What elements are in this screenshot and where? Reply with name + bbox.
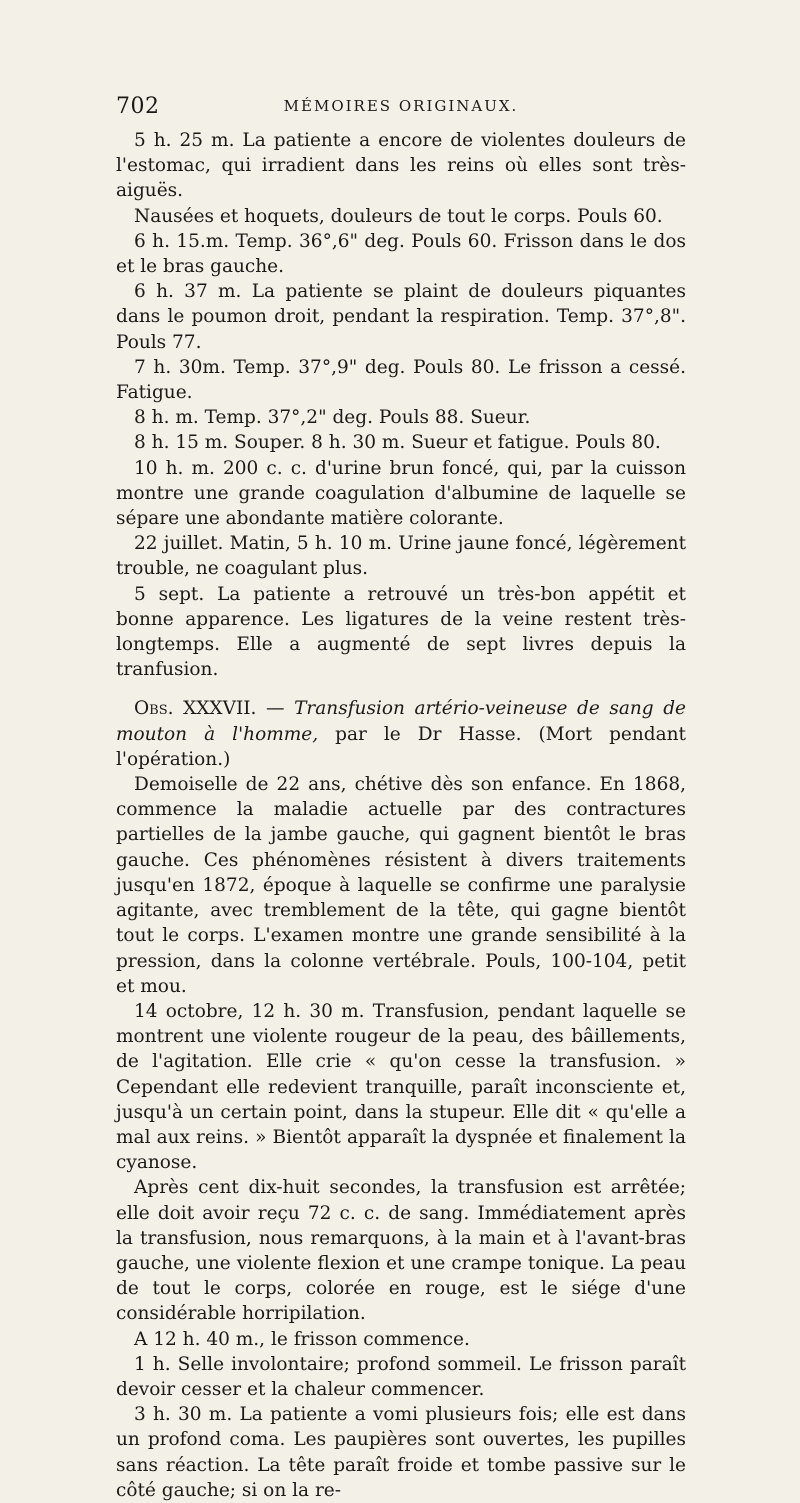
paragraph: 22 juillet. Matin, 5 h. 10 m. Urine jaune foncé, légèrement trouble, ne coagulant plus. xyxy=(116,533,686,580)
body-text xyxy=(116,128,686,1503)
running-title: MÉMOIRES ORIGINAUX. xyxy=(283,97,519,115)
paragraph: 6 h. 15.m. Temp. 36°,6" deg. Pouls 60. Frisson dans le dos et le bras gauche. xyxy=(116,230,686,278)
paragraph: 1 h. Selle involontaire; profond sommeil. Le frisson paraît devoir cesser et la chaleur commencer. xyxy=(116,1353,686,1400)
page-header xyxy=(116,94,686,122)
paragraph: Après cent dix-huit secondes, la transfusion est arrêtée; elle doit avoir reçu 72 c. c. de sang. Immédiatement après la transfusion, nous remarquons, à la main et à l'avant-bras gauche, une violente flexion et une crampe tonique. La peau de tout le corps, colorée en rouge, est le siége d'une considérable horripilation. xyxy=(116,1177,686,1325)
paragraph: 8 h. m. Temp. 37°,2" deg. Pouls 88. Sueur. xyxy=(134,407,531,429)
paragraph: 8 h. 15 m. Souper. 8 h. 30 m. Sueur et fatigue. Pouls 80. xyxy=(134,432,661,454)
paragraph: A 12 h. 40 m., le frisson commence. xyxy=(134,1328,470,1350)
paragraph: Demoiselle de 22 ans, chétive dès son enfance. En 1868, commence la maladie actuelle par des contractures partielles de la jambe gauche, qui gagnent bientôt le bras gauche. Ces phénomènes résistent à divers traitements jusqu'en 1872, époque à laquelle se confirme une paralysie agitante, avec tremblement de la tête, qui gagne bientôt tout le corps. L'examen montre une grande sensibilité à la pression, dans la colonne vertébrale. Pouls, 100-104, petit et mou. xyxy=(116,774,686,997)
paragraph: 7 h. 30m. Temp. 37°,9" deg. Pouls 80. Le frisson a cessé. Fatigue. xyxy=(116,356,686,404)
paragraph: 3 h. 30 m. La patiente a vomi plusieurs fois; elle est dans un profond coma. Les paupières sont ouvertes, les pupilles sans réaction. La tête paraît froide et tombe passive sur le côté gauche; si on la re- xyxy=(116,1404,686,1501)
observation-dash: — xyxy=(256,698,295,720)
paragraph: 5 h. 25 m. La patiente a encore de violentes douleurs de l'estomac, qui irradient dans les reins où elles sont très-aiguës. xyxy=(116,130,686,202)
observation-title: Transfusion artério-veineuse de sang de mouton à l'homme, xyxy=(116,698,686,745)
paragraph: 14 octobre, 12 h. 30 m. Transfusion, pendant laquelle se montrent une violente rougeur de la peau, des bâillements, de l'agitation. Elle crie « qu'on cesse la transfusion. » Cependant elle redevient tranquille, paraît inconsciente et, jusqu'à un certain point, dans la stupeur. Elle dit « qu'elle a mal aux reins. » Bientôt apparaît la dyspnée et finalement la cyanose. xyxy=(116,1000,686,1174)
paragraph: Nausées et hoquets, douleurs de tout le corps. Pouls 60. xyxy=(134,205,663,227)
paragraph: 6 h. 37 m. La patiente se plaint de douleurs piquantes dans le poumon droit, pendant la respiration. Temp. 37°,8". Pouls 77. xyxy=(116,281,686,353)
observation-author: par le Dr Hasse. (Mort pendant l'opération.) xyxy=(116,723,686,770)
page-number: 702 xyxy=(116,94,160,119)
paragraph: 10 h. m. 200 c. c. d'urine brun foncé, qui, par la cuisson montre une grande coagulation d'albumine de laquelle se sépare une abondante matière colorante. xyxy=(116,457,686,530)
paragraph: 5 sept. La patiente a retrouvé un très-bon appétit et bonne apparence. Les ligatures de la veine restent très-longtemps. Elle a augmenté de sept livres depuis la tranfusion. xyxy=(116,583,686,681)
observation-label: Obs. XXXVII. xyxy=(134,698,257,720)
observation-heading xyxy=(116,696,686,772)
